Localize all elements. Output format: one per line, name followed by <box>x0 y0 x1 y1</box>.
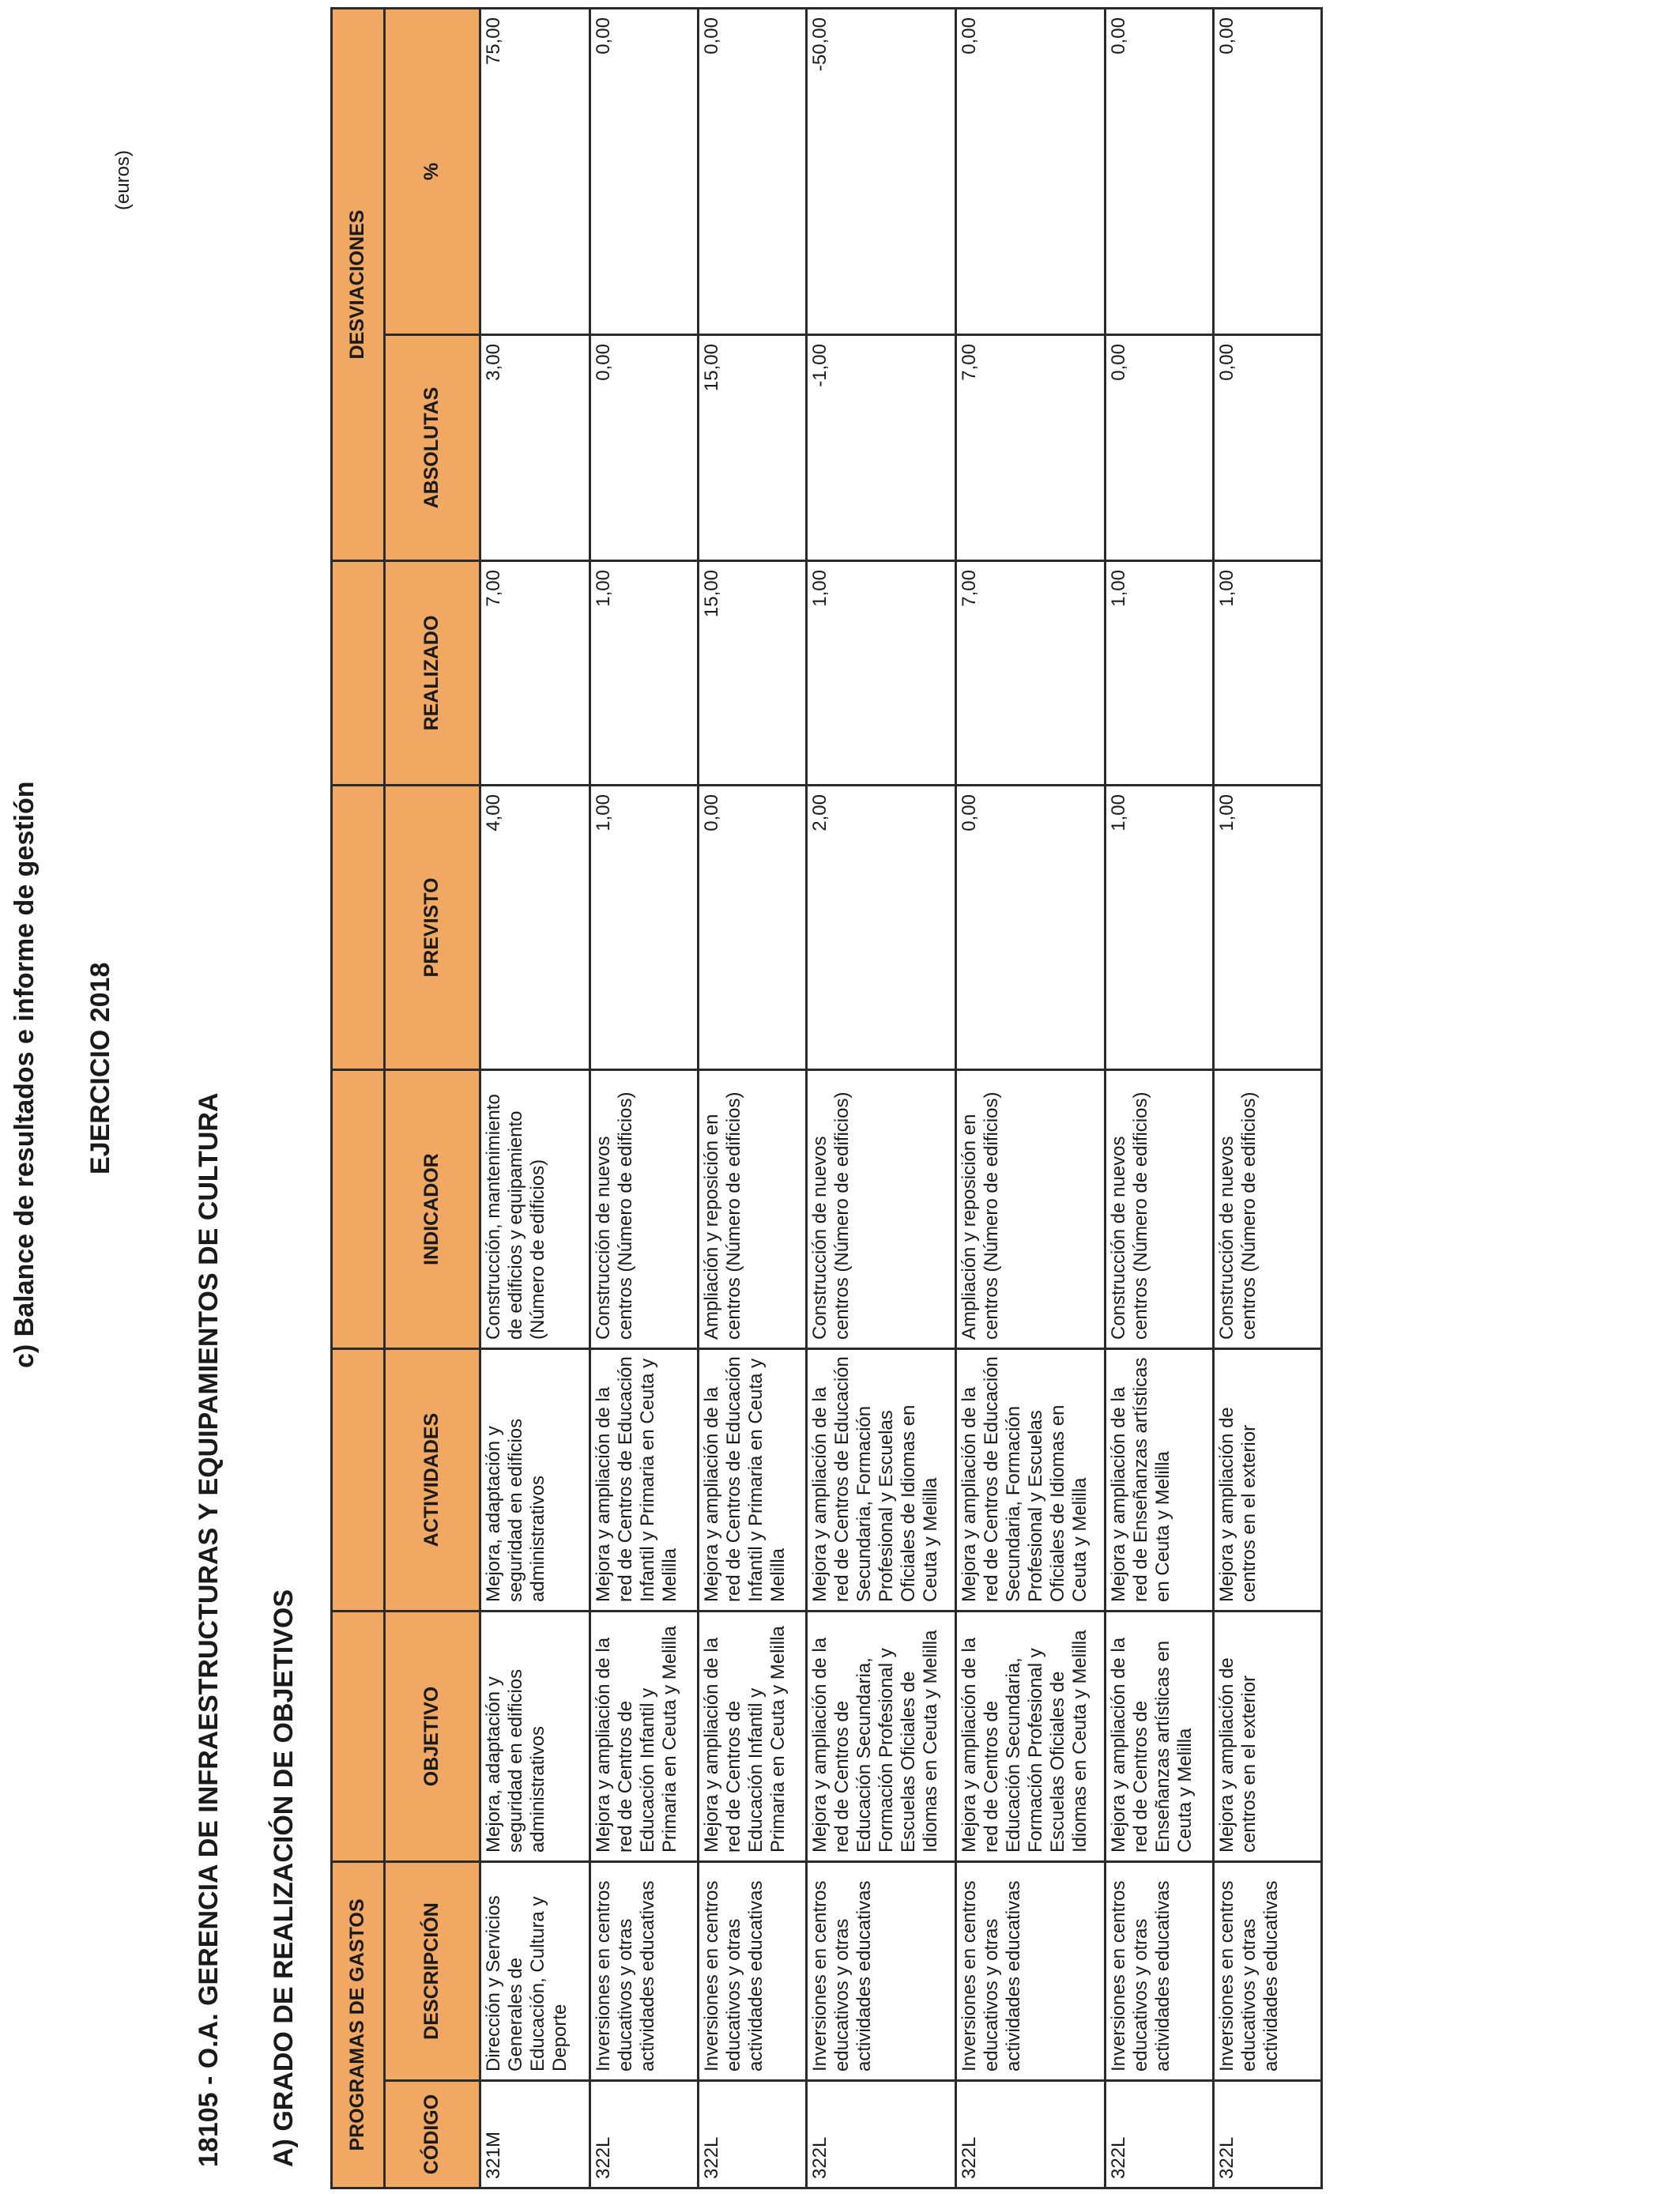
cell-absolutas: -1,00 <box>807 335 956 561</box>
table-row <box>807 9 956 2188</box>
table-row <box>1106 9 1214 2188</box>
cell-previsto: 4,00 <box>480 786 590 1070</box>
cell-previsto: 1,00 <box>1214 786 1322 1070</box>
cell-indicador: Construcción de nuevos centros (Número de edificios) <box>807 1070 956 1349</box>
currency-note: (euros) <box>112 149 134 210</box>
cell-realizado: 1,00 <box>590 561 699 786</box>
table-row <box>590 9 699 2188</box>
cell-pct: 0,00 <box>699 9 807 335</box>
cell-indicador: Ampliación y reposición en centros (Número de edificios) <box>956 1070 1106 1349</box>
cell-pct: 0,00 <box>1106 9 1214 335</box>
cell-objetivo: Mejora, adaptación y seguridad en edificios administrativos <box>480 1612 590 1862</box>
header-blank <box>332 1349 385 1612</box>
cell-indicador: Construcción de nuevos centros (Número de edificios) <box>590 1070 699 1349</box>
header-indicador: INDICADOR <box>385 1070 480 1349</box>
cell-previsto: 1,00 <box>1106 786 1214 1070</box>
header-desviaciones: DESVIACIONES <box>332 9 385 561</box>
header-previsto: PREVISTO <box>385 786 480 1070</box>
cell-previsto: 0,00 <box>956 786 1106 1070</box>
cell-realizado: 7,00 <box>956 561 1106 786</box>
cell-absolutas: 3,00 <box>480 335 590 561</box>
cell-objetivo: Mejora y ampliación de la red de Centros de Enseñanzas artísticas en Ceuta y Melilla <box>1106 1612 1214 1862</box>
cell-absolutas: 0,00 <box>1214 335 1322 561</box>
cell-pct: -50,00 <box>807 9 956 335</box>
cell-actividades: Mejora y ampliación de la red de Centros de Educación Infantil y Primaria en Ceuta y Melilla <box>699 1349 807 1612</box>
cell-pct: 0,00 <box>590 9 699 335</box>
table-row <box>1214 9 1322 2188</box>
cell-realizado: 1,00 <box>1214 561 1322 786</box>
cell-actividades: Mejora y ampliación de la red de Centros de Educación Infantil y Primaria en Ceuta y Melilla <box>590 1349 699 1612</box>
cell-codigo: 321M <box>480 2081 590 2188</box>
cell-indicador: Construcción de nuevos centros (Número de edificios) <box>1214 1070 1322 1349</box>
cell-pct: 0,00 <box>956 9 1106 335</box>
header-codigo: CÓDIGO <box>385 2081 480 2188</box>
header-blank <box>332 561 385 786</box>
cell-absolutas: 0,00 <box>1106 335 1214 561</box>
cell-actividades: Mejora y ampliación de la red de Enseñanzas artísticas en Ceuta y Melilla <box>1106 1349 1214 1612</box>
subsection-title: A) GRADO DE REALIZACIÓN DE OBJETIVOS <box>269 1589 299 2167</box>
cell-objetivo: Mejora y ampliación de la red de Centros de Educación Secundaria, Formación Profesional y Escuelas Oficiales de Idiomas en Ceuta y Melilla <box>956 1612 1106 1862</box>
cell-absolutas: 7,00 <box>956 335 1106 561</box>
cell-pct: 75,00 <box>480 9 590 335</box>
cell-codigo: 322L <box>1214 2081 1322 2188</box>
cell-descripcion: Inversiones en centros educativos y otras actividades educativas <box>1106 1862 1214 2081</box>
section-title: c) Balance de resultados e informe de gestión <box>9 781 40 1368</box>
cell-objetivo: Mejora y ampliación de la red de Centros de Educación Infantil y Primaria en Ceuta y Melilla <box>590 1612 699 1862</box>
header-realizado: REALIZADO <box>385 561 480 786</box>
header-actividades: ACTIVIDADES <box>385 1349 480 1612</box>
cell-codigo: 322L <box>956 2081 1106 2188</box>
cell-descripcion: Inversiones en centros educativos y otras actividades educativas <box>956 1862 1106 2081</box>
table-row <box>480 9 590 2188</box>
header-blank <box>332 1612 385 1862</box>
cell-objetivo: Mejora y ampliación de la red de Centros de Educación Secundaria, Formación Profesional y Escuelas Oficiales de Idiomas en Ceuta y Melilla <box>807 1612 956 1862</box>
cell-descripcion: Inversiones en centros educativos y otras actividades educativas <box>590 1862 699 2081</box>
fiscal-year-title: EJERCICIO 2018 <box>85 962 115 1174</box>
cell-previsto: 2,00 <box>807 786 956 1070</box>
cell-actividades: Mejora y ampliación de la red de Centros de Educación Secundaria, Formación Profesional y Escuelas Oficiales de Idiomas en Ceuta y Melilla <box>956 1349 1106 1612</box>
header-absolutas: ABSOLUTAS <box>385 335 480 561</box>
cell-absolutas: 0,00 <box>590 335 699 561</box>
header-blank <box>332 1070 385 1349</box>
objectives-table <box>330 7 1323 2189</box>
cell-previsto: 1,00 <box>590 786 699 1070</box>
cell-descripcion: Inversiones en centros educativos y otras actividades educativas <box>807 1862 956 2081</box>
cell-actividades: Mejora, adaptación y seguridad en edificios administrativos <box>480 1349 590 1612</box>
cell-objetivo: Mejora y ampliación de centros en el exterior <box>1214 1612 1322 1862</box>
cell-descripcion: Inversiones en centros educativos y otras actividades educativas <box>1214 1862 1322 2081</box>
cell-previsto: 0,00 <box>699 786 807 1070</box>
cell-indicador: Construcción, mantenimiento de edificios y equipamiento (Número de edificios) <box>480 1070 590 1349</box>
cell-codigo: 322L <box>699 2081 807 2188</box>
entity-title: 18105 - O.A. GERENCIA DE INFRAESTRUCTURAS Y EQUIPAMIENTOS DE CULTURA <box>194 1092 224 2167</box>
cell-descripcion: Inversiones en centros educativos y otras actividades educativas <box>699 1862 807 2081</box>
table-row <box>699 9 807 2188</box>
cell-actividades: Mejora y ampliación de la red de Centros de Educación Secundaria, Formación Profesional y Escuelas Oficiales de Idiomas en Ceuta y Melilla <box>807 1349 956 1612</box>
header-objetivo: OBJETIVO <box>385 1612 480 1862</box>
cell-codigo: 322L <box>807 2081 956 2188</box>
header-descripcion: DESCRIPCIÓN <box>385 1862 480 2081</box>
cell-objetivo: Mejora y ampliación de la red de Centros de Educación Infantil y Primaria en Ceuta y Melilla <box>699 1612 807 1862</box>
cell-indicador: Construcción de nuevos centros (Número de edificios) <box>1106 1070 1214 1349</box>
cell-codigo: 322L <box>590 2081 699 2188</box>
header-pct: % <box>385 9 480 335</box>
cell-realizado: 7,00 <box>480 561 590 786</box>
header-programas: PROGRAMAS DE GASTOS <box>332 1862 385 2188</box>
table-row <box>956 9 1106 2188</box>
cell-realizado: 15,00 <box>699 561 807 786</box>
cell-descripcion: Dirección y Servicios Generales de Educación, Cultura y Deporte <box>480 1862 590 2081</box>
cell-codigo: 322L <box>1106 2081 1214 2188</box>
cell-realizado: 1,00 <box>807 561 956 786</box>
cell-indicador: Ampliación y reposición en centros (Número de edificios) <box>699 1070 807 1349</box>
header-blank <box>332 786 385 1070</box>
cell-absolutas: 15,00 <box>699 335 807 561</box>
cell-actividades: Mejora y ampliación de centros en el exterior <box>1214 1349 1322 1612</box>
cell-pct: 0,00 <box>1214 9 1322 335</box>
cell-realizado: 1,00 <box>1106 561 1214 786</box>
